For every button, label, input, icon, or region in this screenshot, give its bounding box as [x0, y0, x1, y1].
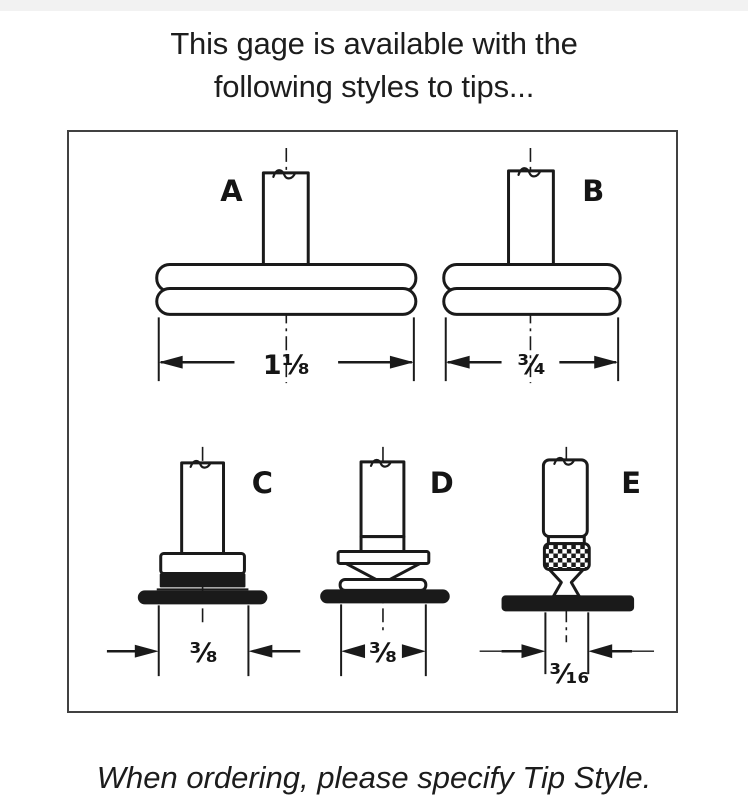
tip-c-base-disc: [139, 591, 267, 603]
tip-b-stem: [509, 171, 554, 266]
arrowhead-left-icon: [588, 644, 612, 658]
tip-a-stem: [263, 173, 308, 266]
tip-styles-diagram-box: [67, 130, 678, 713]
arrowhead-right-icon: [135, 645, 159, 658]
tip-e-dimension-value: ³⁄₁₆: [549, 659, 590, 691]
tip-e-base-bar: [503, 596, 634, 610]
tip-b-disc-lower: [444, 288, 620, 314]
tip-c-collar: [161, 554, 245, 574]
tip-c-dark-band: [161, 574, 245, 586]
title-line-1: This gage is available with the: [170, 26, 578, 61]
tip-d-washer: [340, 579, 426, 590]
tip-e-hourglass-point: [549, 569, 583, 596]
tip-d-drawing: [321, 447, 454, 676]
arrowhead-left-icon: [248, 645, 272, 658]
tip-b-dimension-value: ³⁄₄: [517, 350, 546, 382]
tip-d-stem-lower: [361, 537, 404, 552]
tip-d-cap: [338, 552, 429, 564]
tip-c-drawing: [107, 447, 300, 676]
title-line-2: following styles to tips...: [213, 69, 535, 104]
tip-b-label: B: [582, 173, 605, 208]
tip-c-label: C: [251, 465, 273, 500]
tip-e-drawing: [480, 447, 654, 690]
tip-c-stem: [182, 463, 224, 554]
arrowhead-right-icon: [402, 644, 426, 658]
tip-styles-drawing: [69, 132, 676, 711]
tip-d-cone: [346, 564, 420, 580]
tip-a-disc-lower: [157, 288, 416, 314]
tip-e-knurled-grip: [544, 544, 589, 570]
page-title: [0, 22, 748, 108]
tip-d-stem: [361, 462, 404, 537]
ordering-note: When ordering, please specify Tip Style.: [96, 760, 652, 795]
tip-d-base-disc: [321, 590, 449, 602]
arrowhead-right-icon: [521, 644, 545, 658]
tip-b-drawing: [444, 148, 620, 383]
arrowhead-left-icon: [159, 356, 183, 369]
tip-d-dimension-value: ³⁄₈: [368, 638, 397, 670]
arrowhead-right-icon: [594, 356, 618, 369]
arrowhead-right-icon: [390, 356, 414, 369]
tip-e-label: E: [621, 465, 641, 500]
tip-a-drawing: [157, 148, 416, 383]
tip-d-label: D: [429, 465, 454, 500]
top-edge-strip: [0, 0, 748, 11]
tip-a-dimension-value: 1¹⁄₈: [262, 350, 310, 382]
tip-e-stem: [543, 460, 587, 537]
tip-c-dimension-value: ³⁄₈: [189, 638, 218, 670]
arrowhead-left-icon: [341, 644, 365, 658]
tip-a-label: A: [220, 173, 243, 208]
arrowhead-left-icon: [446, 356, 470, 369]
